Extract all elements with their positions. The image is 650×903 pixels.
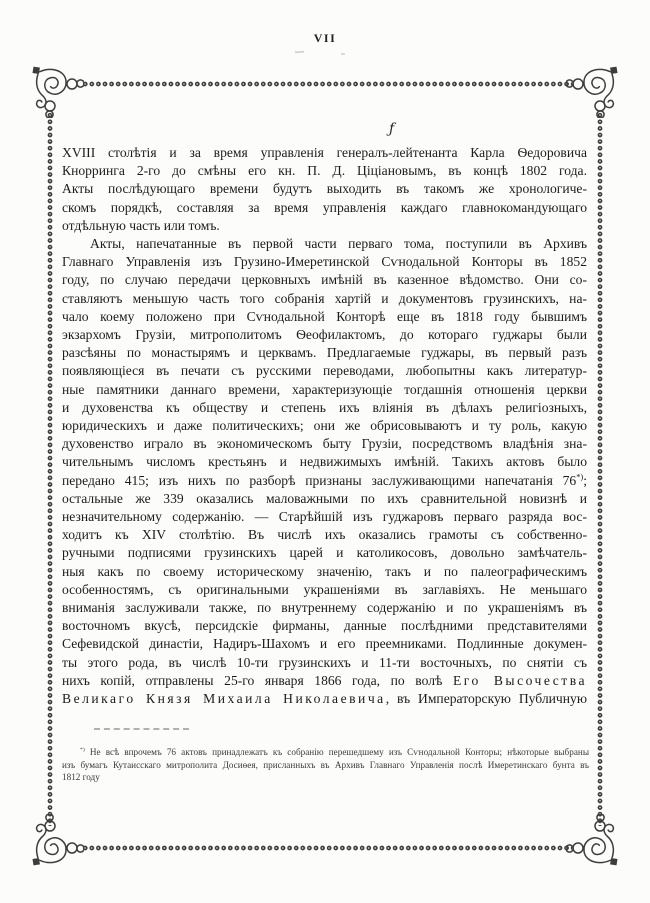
text-segment: разсѣяны по монастырямъ и церквамъ. Предлагаемые гуджары, въ первый разъ (62, 345, 587, 361)
text-segment: Не всѣ впрочемъ 76 актовъ принадлежатъ къ собранію перешедшему изъ Сѵнодальной Конторы; нѣкоторые выбраны (84, 747, 589, 757)
text-line (62, 253, 587, 271)
text-line (62, 435, 587, 453)
text-segment: появляющіеся въ печати съ русскими переводами, любопытны какъ литератур- (62, 363, 587, 379)
text-line (62, 526, 587, 544)
text-segment: , въ Императорскую Публичную (385, 691, 587, 707)
text-line (62, 235, 587, 253)
footnote (62, 746, 589, 784)
text-line (62, 344, 587, 362)
text-segment: году, по случаю передачи церковныхъ имѣній въ казенное вѣдомство. Они со- (62, 272, 587, 288)
text-segment: ставляютъ меньшую часть того собранія хартій и документовъ грузинскихъ, на- (62, 290, 587, 306)
text-segment: Акты, напечатанные въ первой части перваго тома, поступили въ Архивъ (90, 236, 587, 252)
text-segment: незначительному содержанію. — Старѣйшій изъ гуджаровъ перваго разряда вос- (62, 509, 587, 525)
text-line (62, 599, 587, 617)
text-line (62, 490, 587, 508)
text-line (62, 326, 587, 344)
text-line (62, 508, 587, 526)
text-segment: ные памятники даннаго времени, характеризующіе тогдашнія отношенія церкви (62, 381, 587, 397)
text-segment: и духовенства къ обществу и степень ихъ вліянія въ дѣлахъ религіозныхъ, (62, 399, 587, 415)
text-segment: особенностямъ, съ оригинальными украшеніями въ заглавіяхъ. Не меньшаго (62, 581, 587, 597)
text-line (62, 381, 587, 399)
text-line (62, 617, 587, 635)
text-line (62, 635, 587, 653)
text-segment: ныя какъ по своему историческому значенію, такъ и по палеографическимъ (62, 563, 587, 579)
corner-ornament-top-right (566, 62, 622, 118)
text-segment: ручными подписями грузинскихъ царей и католикосовъ, довольно замѣчатель- (62, 545, 587, 561)
text-segment: нихъ копій, отправлены 25-го января 1866 года, по волѣ (62, 672, 453, 688)
text-line (62, 746, 589, 759)
text-segment: чительнымъ числомъ крестьянъ и недвижимыхъ имѣній. Такихъ актовъ было (62, 454, 587, 470)
footnote-marker: *) (576, 471, 584, 482)
text-line (62, 308, 587, 326)
corner-ornament-bottom-left (28, 814, 84, 870)
text-line (62, 759, 589, 772)
footnote-marker: *) (80, 746, 85, 753)
text-line (62, 544, 587, 562)
corner-ornament-top-left (28, 62, 84, 118)
scan-speck (341, 53, 345, 55)
text-line (62, 654, 587, 672)
text-segment: юридическихъ и даже политическихъ; они же обрисовываютъ и ту роль, какую (62, 418, 587, 434)
text-segment: отдѣльную часть или томъ. (62, 217, 220, 233)
text-segment: ; (583, 472, 587, 488)
body-text (62, 144, 587, 708)
text-segment: 1812 году (62, 772, 100, 782)
text-line (62, 217, 587, 235)
frame-border-right (597, 112, 603, 826)
frame-border-top (82, 81, 572, 87)
text-line (62, 563, 587, 581)
page-number: VII (313, 31, 337, 45)
footnote-separator (94, 728, 189, 730)
text-segment: XVIII столѣтія и за время управленія генералъ-лейтенанта Карла Ѳедоровича (62, 145, 587, 160)
text-line (62, 180, 587, 198)
text-line (62, 144, 587, 162)
corner-ornament-bottom-right (566, 814, 622, 870)
text-line (62, 362, 587, 380)
text-line (62, 472, 587, 490)
text-line (62, 290, 587, 308)
scan-speck (295, 51, 304, 54)
text-segment: экзархомъ Грузіи, митрополитомъ Ѳеофилактомъ, до котораго гуджары были (62, 327, 587, 343)
text-segment: остальные же 339 оказались маловажными по ихъ сравнительной новизнѣ и (62, 490, 587, 506)
text-line (62, 771, 589, 784)
text-segment: Кнорринга 2-го до смѣны его кн. П. Д. Ціціановымъ, въ концѣ 1802 года. (62, 163, 587, 179)
text-line (62, 162, 587, 180)
text-segment: Великаго Князя Михаила Николаевича (62, 691, 386, 707)
text-line (62, 271, 587, 289)
text-segment: Его Высочества (452, 672, 587, 688)
text-segment: Сефевидской династіи, Надиръ-Шахомъ и его преемниками. Подлинные докумен- (62, 636, 587, 652)
ink-mark: ƒ (389, 121, 395, 137)
text-line (62, 453, 587, 471)
text-segment: вниманія заслуживали также, по внутреннему содержанію и по украшеніямъ въ (62, 600, 587, 616)
text-line (62, 672, 587, 690)
text-line (62, 581, 587, 599)
text-line (62, 399, 587, 417)
text-segment: ходитъ къ XIV столѣтію. Въ числѣ ихъ оказались грамоты съ собственно- (62, 527, 587, 543)
text-segment: Акты послѣдующаго времени будутъ выходить въ такомъ же хронологиче- (62, 181, 587, 197)
text-segment: Главнаго Управленія изъ Грузино-Имеретинской Сѵнодальной Конторы въ 1852 (62, 254, 587, 270)
text-segment: передано 415; изъ нихъ по разборѣ признаны заслуживающими напечатанія 76 (62, 472, 577, 488)
text-line (62, 690, 587, 708)
text-segment: изъ бумагъ Кутаисскаго митрополита Досиѳея, присланныхъ въ Архивъ Главнаго Управленія послѣ Имеретинскаго бунта въ (62, 759, 589, 770)
text-line (62, 417, 587, 435)
frame-border-bottom (82, 845, 572, 851)
text-segment: духовенство играло въ экономическомъ быту Грузіи, посредствомъ владѣнія зна- (62, 436, 587, 452)
text-segment: чало коему положено при Сѵнодальной Конторѣ еще въ 1818 году бывшимъ (62, 308, 587, 324)
text-segment: восточномъ вкусѣ, персидскіе фирманы, данные послѣдними представителями (62, 618, 587, 634)
frame-border-left (47, 112, 53, 826)
text-line (62, 199, 587, 217)
text-segment: скомъ порядкѣ, составляя за время управленія каждаго главнокомандующаго (62, 199, 587, 215)
text-segment: ты этого рода, въ числѣ 10-ти грузинскихъ и 11-ти восточныхъ, по снятіи съ (62, 654, 587, 670)
